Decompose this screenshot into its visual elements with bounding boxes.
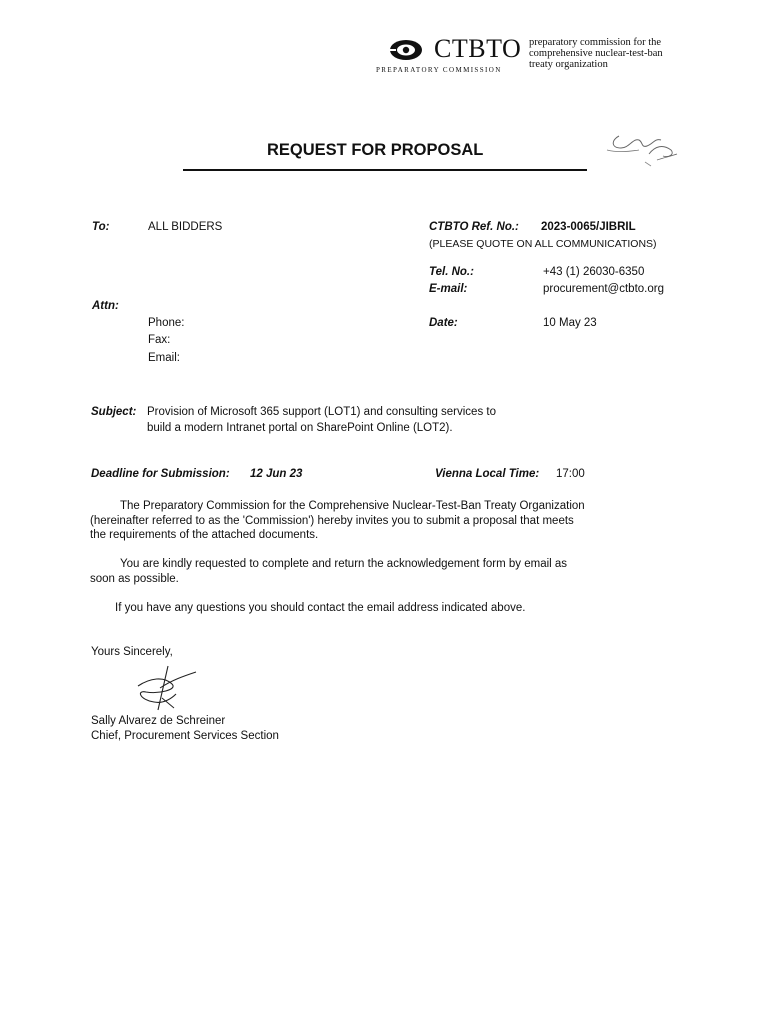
subject-line-2: build a modern Intranet portal on SharePoint Online (LOT2). xyxy=(147,422,453,434)
tagline-line-1: preparatory commission for the xyxy=(529,37,662,48)
phone-label: Phone: xyxy=(148,317,185,329)
logo-subtitle: PREPARATORY COMMISSION xyxy=(376,66,502,74)
email-value: procurement@ctbto.org xyxy=(543,283,664,295)
deadline-label: Deadline for Submission: xyxy=(91,468,230,480)
closing: Yours Sincerely, xyxy=(91,646,173,658)
logo-text: CTBTO xyxy=(434,34,522,63)
body-p1-line-1: The Preparatory Commission for the Comprehensive Nuclear-Test-Ban Treaty Organization xyxy=(120,500,585,512)
approval-scribble-icon xyxy=(605,124,680,170)
body-p2-line-2: soon as possible. xyxy=(90,573,179,585)
tagline-line-3: treaty organization xyxy=(529,59,608,70)
page-title: REQUEST FOR PROPOSAL xyxy=(267,141,484,159)
deadline-value: 12 Jun 23 xyxy=(250,468,303,480)
tel-value: +43 (1) 26030-6350 xyxy=(543,266,645,278)
signatory-title: Chief, Procurement Services Section xyxy=(91,730,279,742)
signature-icon xyxy=(128,664,200,714)
ref-label: CTBTO Ref. No.: xyxy=(429,221,519,233)
ref-value: 2023-0065/JIBRIL xyxy=(541,221,636,233)
body-p2-line-1: You are kindly requested to complete and return the acknowledgement form by email as xyxy=(120,558,568,570)
body-p1-line-3: the requirements of the attached documents. xyxy=(90,529,319,541)
subject-label: Subject: xyxy=(91,406,137,418)
tagline-line-2: comprehensive nuclear-test-ban xyxy=(529,48,663,59)
fax-label: Fax: xyxy=(148,334,171,346)
body-p3: If you have any questions you should contact the email address indicated above. xyxy=(115,602,526,614)
email-field-label: Email: xyxy=(148,352,180,364)
signatory-name: Sally Alvarez de Schreiner xyxy=(91,715,226,727)
title-underline xyxy=(183,169,587,171)
subject-line-1: Provision of Microsoft 365 support (LOT1) and consulting services to xyxy=(147,406,496,418)
local-time-label: Vienna Local Time: xyxy=(435,468,540,480)
date-value: 10 May 23 xyxy=(543,317,597,329)
tel-label: Tel. No.: xyxy=(429,266,474,278)
body-p1-line-2: (hereinafter referred to as the 'Commission') hereby invites you to submit a proposal that meets xyxy=(90,515,574,527)
to-label: To: xyxy=(92,221,110,233)
ref-note: (PLEASE QUOTE ON ALL COMMUNICATIONS) xyxy=(429,238,657,250)
local-time-value: 17:00 xyxy=(556,468,585,480)
date-label: Date: xyxy=(429,317,458,329)
ctbto-logo-icon xyxy=(388,38,424,62)
attn-label: Attn: xyxy=(92,300,119,312)
email-label: E-mail: xyxy=(429,283,468,295)
to-value: ALL BIDDERS xyxy=(148,221,223,233)
